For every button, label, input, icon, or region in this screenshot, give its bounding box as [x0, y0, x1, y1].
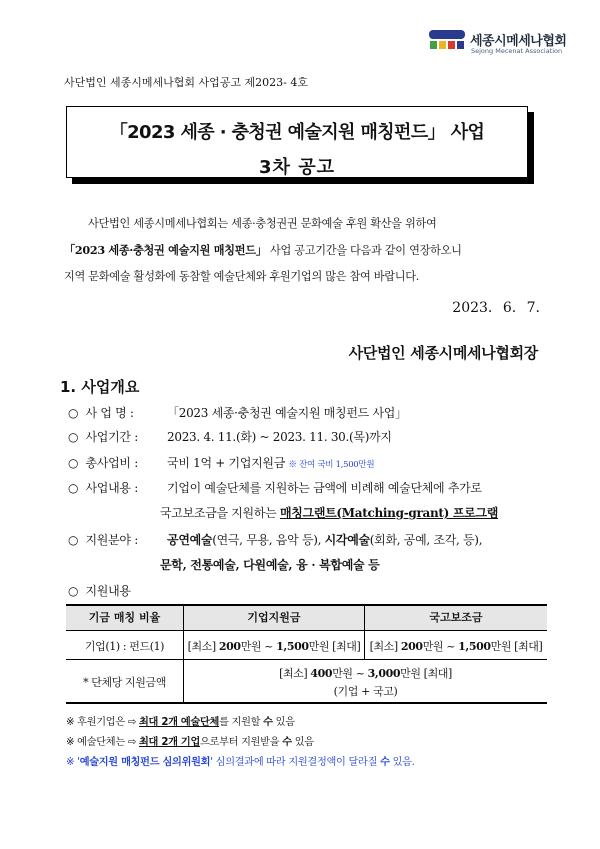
cell-government-range [365, 638, 547, 654]
bullet-circle: ○ [68, 456, 79, 470]
intro-line-2 [64, 242, 544, 258]
footnote-text: 있음 [275, 717, 295, 728]
cell-min: 200 [218, 640, 241, 653]
cell-text: [최소] [279, 667, 308, 680]
item-value: 국비 1억 + 기업지원금 [167, 456, 286, 470]
title-line-2: 3차 공고 [259, 157, 335, 178]
header-government-fund: 국고보조금 [365, 606, 547, 630]
footnote-emphasis: 최대 2개 예술단체 [139, 717, 220, 728]
footnote-3 [66, 753, 415, 768]
footnote-emphasis: 예술지원 매칭펀드 심의위원회 [79, 757, 211, 768]
cell-corporate-range [184, 638, 364, 654]
field-performing-arts: 공연예술 [167, 533, 213, 547]
footnote-text: 를 지원할 [219, 717, 261, 728]
cell-min: 400 [310, 667, 333, 680]
item-project-name [68, 404, 407, 421]
intro-line-2-text: 사업 공고기간을 다음과 같이 연장하오니 [269, 244, 462, 257]
bullet-circle: ○ [68, 481, 79, 495]
item-label: 사업내용 : [85, 481, 138, 495]
cell-max: 1,500 [276, 640, 309, 653]
cell-text: [최소] [369, 640, 398, 653]
bullet-circle: ○ [68, 533, 79, 547]
cell-per-group-label: * 단체당 지원금액 [83, 676, 166, 689]
item-label: 총사업비 : [85, 456, 138, 470]
footnote-text: 있음 [294, 737, 314, 748]
item-label: 사 업 명 : [85, 406, 134, 420]
item-label: 지원분야 : [85, 533, 138, 547]
item-support [68, 582, 131, 599]
cell-per-group-sub: (기업 + 국고) [333, 685, 398, 698]
item-field [68, 531, 482, 548]
item-value: 2023. 4. 11.(화) ~ 2023. 11. 30.(목)까지 [167, 430, 392, 444]
item-content [68, 479, 482, 496]
item-value: 국고보조금을 지원하는 [160, 506, 277, 520]
footnote-text: ※ ' [66, 757, 80, 768]
item-field-line-2: 문학, 전통예술, 다원예술, 융 · 복합예술 등 [160, 558, 380, 572]
footnote-2 [66, 733, 314, 748]
title-box [66, 106, 528, 178]
support-table [66, 604, 547, 704]
field-visual-arts: 시각예술 [324, 533, 370, 547]
header-ratio: 기금 매칭 비율 [66, 606, 183, 630]
footnote-text: 있음. [392, 757, 415, 768]
field-performing-detail: (연극, 무용, 음악 등), [212, 533, 322, 547]
matching-grant-program: 매칭그랜트(Matching-grant) 프로그램 [279, 506, 499, 520]
cell-min: 200 [400, 640, 423, 653]
table-header-line [66, 630, 547, 631]
issuer-name: 사단법인 세종시메세나협회장 [348, 344, 538, 362]
section-1-title: 1. 사업개요 [60, 378, 140, 396]
intro-project-name: 「2023 세종·충청권 예술지원 매칭펀드」 [64, 243, 267, 257]
cell-text: 만원 [최대] [490, 640, 543, 653]
cell-text: 만원 ~ [332, 667, 365, 680]
logo-name-en: Sejong Mecenat Association [471, 47, 563, 55]
cell-per-group-range [184, 665, 547, 681]
item-period [68, 428, 392, 445]
footnote-emphasis: 최대 2개 기업 [139, 737, 201, 748]
footnote-emphasis: 수 [380, 757, 390, 768]
notice-number: 사단법인 세종시메세나협회 사업공고 제2023- 4호 [64, 76, 308, 89]
intro-line-3: 지역 문화예술 활성화에 동참할 예술단체와 후원기업의 많은 참여 바랍니다. [64, 270, 420, 283]
field-visual-detail: (회화, 공예, 조각, 등), [369, 533, 483, 547]
item-label: 지원내용 [85, 584, 131, 598]
item-value: 기업이 예술단체를 지원하는 금액에 비례해 예술단체에 추가로 [167, 481, 482, 495]
budget-note: ※ 잔여 국비 1,500만원 [288, 460, 375, 470]
footnote-text: ※ 후원기업은 ⇨ [66, 717, 137, 728]
footnote-1 [66, 713, 295, 728]
footnote-emphasis: 수 [282, 737, 292, 748]
item-content-line-2 [160, 504, 498, 521]
bullet-circle: ○ [68, 430, 79, 444]
item-label: 사업기간 : [85, 430, 138, 444]
cell-text: 만원 [최대] [400, 667, 452, 680]
cell-max: 1,500 [458, 640, 491, 653]
table-bottom-border [66, 702, 547, 704]
cell-max: 3,000 [367, 667, 401, 680]
item-budget [68, 454, 374, 471]
cell-text: 만원 [최대] [308, 640, 361, 653]
notice-date: 2023. 6. 7. [452, 300, 540, 316]
footnote-emphasis: 수 [263, 717, 273, 728]
item-value: 「2023 세종·충청권 예술지원 매칭펀드 사업」 [167, 406, 407, 420]
association-logo [428, 24, 588, 60]
bullet-circle: ○ [68, 584, 79, 598]
bullet-circle: ○ [68, 406, 79, 420]
table-row-line [66, 659, 547, 660]
title-line-1: 「2023 세종 · 충청권 예술지원 매칭펀드」 사업 [109, 122, 485, 143]
intro-line-1: 사단법인 세종시메세나협회는 세종·충청권권 문화예술 후원 확산을 위하여 [88, 217, 437, 230]
cell-ratio: 기업(1) : 펀드(1) [84, 640, 165, 653]
cell-text: 만원 ~ [240, 640, 274, 653]
cell-text: [최소] [187, 640, 216, 653]
footnote-text: ' 심의결과에 따라 지원결정액이 달라질 [210, 757, 378, 768]
logo-name-ko: 세종시메세나협회 [470, 34, 567, 49]
footnote-text: 으로부터 지원받을 [200, 737, 280, 748]
mecenat-logo-icon [428, 28, 466, 52]
footnote-text: ※ 예술단체는 ⇨ [66, 737, 137, 748]
header-corporate-fund: 기업지원금 [184, 606, 364, 630]
cell-text: 만원 ~ [422, 640, 456, 653]
